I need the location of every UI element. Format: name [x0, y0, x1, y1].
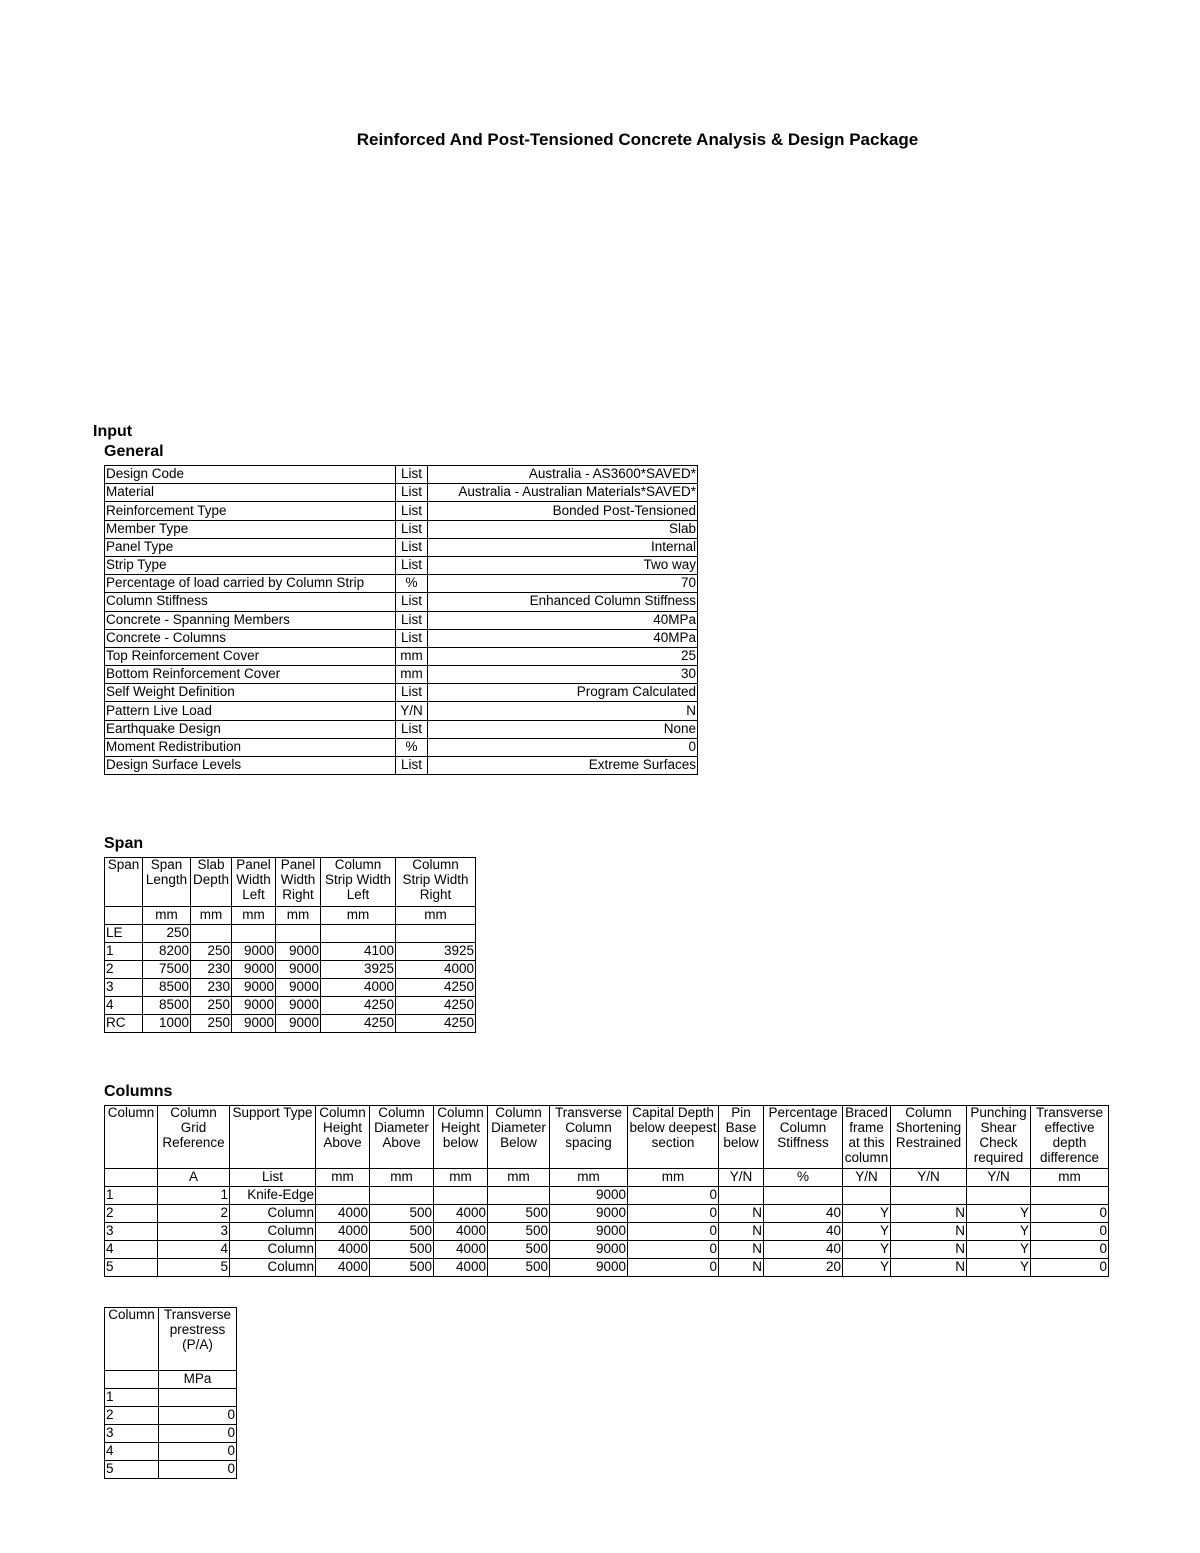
table-cell: 4000: [396, 961, 476, 979]
table-row: [105, 1205, 1109, 1223]
units-row: [105, 1169, 1109, 1187]
table-cell: [276, 925, 321, 943]
column-header: Column Strip Width Left: [321, 858, 396, 907]
unit-cell: mm: [143, 907, 191, 925]
table-cell: 2: [105, 1407, 159, 1425]
table-row: [105, 575, 698, 593]
table-cell: 0: [628, 1259, 719, 1277]
general-value: 40MPa: [428, 611, 698, 629]
column-header: Support Type: [230, 1106, 316, 1169]
general-value: Internal: [428, 538, 698, 556]
table-cell: 1: [158, 1187, 230, 1205]
general-label: Design Code: [105, 466, 396, 484]
unit-cell: mm: [1031, 1169, 1109, 1187]
column-header: Column Height below: [434, 1106, 488, 1169]
table-cell: 9000: [276, 1015, 321, 1033]
unit-cell: A: [158, 1169, 230, 1187]
table-cell: 500: [488, 1241, 550, 1259]
unit-cell: mm: [488, 1169, 550, 1187]
table-cell: 3: [105, 1223, 158, 1241]
column-header: Column Height Above: [316, 1106, 370, 1169]
table-cell: [370, 1187, 434, 1205]
table-row: [105, 538, 698, 556]
general-unit: List: [396, 593, 428, 611]
general-table: [104, 465, 698, 775]
table-cell: 3925: [321, 961, 396, 979]
table-cell: 5: [105, 1259, 158, 1277]
table-row: [105, 629, 698, 647]
general-label: Material: [105, 484, 396, 502]
general-label: Moment Redistribution: [105, 738, 396, 756]
table-cell: 0: [159, 1425, 237, 1443]
general-unit: List: [396, 611, 428, 629]
table-cell: [967, 1187, 1031, 1205]
table-cell: 3: [105, 1425, 159, 1443]
table-cell: LE: [105, 925, 143, 943]
general-value: 30: [428, 666, 698, 684]
table-cell: 4250: [396, 979, 476, 997]
table-cell: 7500: [143, 961, 191, 979]
page-title: Reinforced And Post-Tensioned Concrete Analysis & Design Package: [356, 130, 919, 149]
general-value: 40MPa: [428, 629, 698, 647]
general-value: Two way: [428, 556, 698, 574]
general-value: Bonded Post-Tensioned: [428, 502, 698, 520]
column-header: Capital Depth below deepest section: [628, 1106, 719, 1169]
column-header: Slab Depth: [191, 858, 232, 907]
table-row: [105, 1461, 237, 1479]
general-unit: List: [396, 556, 428, 574]
table-cell: N: [891, 1259, 967, 1277]
column-header: Column: [105, 1106, 158, 1169]
table-cell: Column: [230, 1223, 316, 1241]
unit-cell: mm: [396, 907, 476, 925]
table-cell: [719, 1187, 764, 1205]
span-heading: Span: [104, 835, 144, 852]
column-header: Column: [105, 1308, 159, 1371]
table-cell: [316, 1187, 370, 1205]
column-header: Column Grid Reference: [158, 1106, 230, 1169]
span-table-body: [105, 858, 476, 1033]
general-label: Design Surface Levels: [105, 757, 396, 775]
table-cell: 8500: [143, 979, 191, 997]
general-label: Self Weight Definition: [105, 684, 396, 702]
table-row: [105, 1259, 1109, 1277]
table-cell: [764, 1187, 843, 1205]
column-header: Transverse effective depth difference: [1031, 1106, 1109, 1169]
table-cell: 4000: [316, 1241, 370, 1259]
unit-cell: mm: [316, 1169, 370, 1187]
table-cell: 4000: [434, 1241, 488, 1259]
unit-cell: [105, 1371, 159, 1389]
general-label: Panel Type: [105, 538, 396, 556]
general-label: Reinforcement Type: [105, 502, 396, 520]
table-row: [105, 757, 698, 775]
table-cell: 9000: [550, 1205, 628, 1223]
general-unit: List: [396, 466, 428, 484]
table-cell: 500: [488, 1259, 550, 1277]
table-row: [105, 702, 698, 720]
general-heading: General: [104, 443, 164, 460]
table-cell: 230: [191, 961, 232, 979]
column-header: Column Shortening Restrained: [891, 1106, 967, 1169]
table-cell: 9000: [232, 979, 276, 997]
table-cell: 230: [191, 979, 232, 997]
table-cell: 9000: [276, 979, 321, 997]
table-row: [105, 979, 476, 997]
table-cell: 9000: [550, 1259, 628, 1277]
table-cell: 0: [1031, 1205, 1109, 1223]
table-cell: Y: [967, 1259, 1031, 1277]
column-header: Span: [105, 858, 143, 907]
table-cell: 0: [1031, 1259, 1109, 1277]
table-cell: 4250: [321, 1015, 396, 1033]
unit-cell: %: [764, 1169, 843, 1187]
unit-cell: Y/N: [891, 1169, 967, 1187]
table-cell: 2: [158, 1205, 230, 1223]
unit-cell: mm: [321, 907, 396, 925]
table-cell: 9000: [550, 1187, 628, 1205]
table-row: [105, 484, 698, 502]
table-cell: 0: [1031, 1241, 1109, 1259]
table-cell: 2: [105, 961, 143, 979]
general-value: None: [428, 720, 698, 738]
table-cell: 0: [159, 1407, 237, 1425]
column-header: Braced frame at this column: [843, 1106, 891, 1169]
table-cell: Y: [843, 1241, 891, 1259]
general-unit: %: [396, 738, 428, 756]
table-cell: 4: [105, 1241, 158, 1259]
unit-cell: [105, 907, 143, 925]
general-label: Bottom Reinforcement Cover: [105, 666, 396, 684]
general-label: Concrete - Spanning Members: [105, 611, 396, 629]
column-header: Punching Shear Check required: [967, 1106, 1031, 1169]
table-cell: 4000: [316, 1205, 370, 1223]
table-cell: 8200: [143, 943, 191, 961]
table-cell: 40: [764, 1223, 843, 1241]
general-unit: Y/N: [396, 702, 428, 720]
table-row: [105, 925, 476, 943]
table-cell: 0: [628, 1223, 719, 1241]
table-cell: Column: [230, 1241, 316, 1259]
prestress-table: [104, 1307, 237, 1479]
column-header: Panel Width Left: [232, 858, 276, 907]
table-row: [105, 1443, 237, 1461]
table-cell: Y: [843, 1259, 891, 1277]
table-cell: 4000: [434, 1223, 488, 1241]
table-cell: 0: [1031, 1223, 1109, 1241]
unit-cell: mm: [550, 1169, 628, 1187]
columns-table: [104, 1105, 1109, 1277]
table-cell: 4250: [321, 997, 396, 1015]
table-cell: Knife-Edge: [230, 1187, 316, 1205]
column-header: Transverse Column spacing: [550, 1106, 628, 1169]
column-header: Panel Width Right: [276, 858, 321, 907]
units-row: [105, 907, 476, 925]
table-cell: N: [891, 1241, 967, 1259]
table-cell: RC: [105, 1015, 143, 1033]
unit-cell: [105, 1169, 158, 1187]
table-cell: 250: [191, 943, 232, 961]
table-row: [105, 1015, 476, 1033]
table-cell: 9000: [550, 1223, 628, 1241]
table-cell: 3: [105, 979, 143, 997]
columns-heading: Columns: [104, 1083, 173, 1100]
table-cell: Column: [230, 1205, 316, 1223]
general-unit: List: [396, 538, 428, 556]
general-unit: List: [396, 757, 428, 775]
table-cell: 1: [105, 1187, 158, 1205]
general-unit: List: [396, 484, 428, 502]
table-cell: Y: [967, 1223, 1031, 1241]
unit-cell: mm: [370, 1169, 434, 1187]
unit-cell: mm: [434, 1169, 488, 1187]
columns-table-body: [105, 1106, 1109, 1277]
general-unit: mm: [396, 666, 428, 684]
table-cell: 40: [764, 1205, 843, 1223]
units-row: [105, 1371, 237, 1389]
general-unit: mm: [396, 647, 428, 665]
table-cell: 9000: [232, 961, 276, 979]
table-row: [105, 1407, 237, 1425]
table-cell: 9000: [232, 943, 276, 961]
span-table: [104, 857, 476, 1033]
column-header: Percentage Column Stiffness: [764, 1106, 843, 1169]
table-cell: 9000: [276, 997, 321, 1015]
table-cell: N: [719, 1241, 764, 1259]
table-row: [105, 997, 476, 1015]
table-cell: 0: [628, 1241, 719, 1259]
table-cell: 2: [105, 1205, 158, 1223]
table-cell: 4250: [396, 1015, 476, 1033]
table-row: [105, 1425, 237, 1443]
table-cell: 500: [488, 1223, 550, 1241]
table-cell: [321, 925, 396, 943]
table-row: [105, 961, 476, 979]
table-cell: [396, 925, 476, 943]
column-header: Column Diameter Below: [488, 1106, 550, 1169]
general-label: Top Reinforcement Cover: [105, 647, 396, 665]
table-cell: 9000: [276, 961, 321, 979]
prestress-table-body: [105, 1308, 237, 1479]
general-value: Enhanced Column Stiffness: [428, 593, 698, 611]
table-row: [105, 502, 698, 520]
table-cell: 4100: [321, 943, 396, 961]
general-value: 0: [428, 738, 698, 756]
unit-cell: MPa: [159, 1371, 237, 1389]
table-cell: 4000: [316, 1223, 370, 1241]
general-unit: List: [396, 502, 428, 520]
header-row: [105, 858, 476, 907]
unit-cell: mm: [232, 907, 276, 925]
table-cell: [159, 1389, 237, 1407]
header-row: [105, 1106, 1109, 1169]
general-value: Extreme Surfaces: [428, 757, 698, 775]
column-header: Transverse prestress (P/A): [159, 1308, 237, 1371]
table-cell: 250: [143, 925, 191, 943]
general-unit: List: [396, 520, 428, 538]
table-cell: 4250: [396, 997, 476, 1015]
table-row: [105, 738, 698, 756]
table-cell: 0: [159, 1443, 237, 1461]
table-cell: 1: [105, 943, 143, 961]
table-cell: 4000: [434, 1259, 488, 1277]
table-cell: [232, 925, 276, 943]
unit-cell: Y/N: [843, 1169, 891, 1187]
table-cell: 40: [764, 1241, 843, 1259]
general-label: Concrete - Columns: [105, 629, 396, 647]
table-cell: Column: [230, 1259, 316, 1277]
table-row: [105, 1187, 1109, 1205]
table-row: [105, 611, 698, 629]
table-cell: 0: [628, 1187, 719, 1205]
table-cell: 3925: [396, 943, 476, 961]
input-heading: Input: [93, 423, 133, 440]
table-cell: [1031, 1187, 1109, 1205]
general-label: Member Type: [105, 520, 396, 538]
table-cell: 500: [370, 1223, 434, 1241]
column-header: Column Diameter Above: [370, 1106, 434, 1169]
general-unit: List: [396, 684, 428, 702]
unit-cell: List: [230, 1169, 316, 1187]
general-table-body: [105, 466, 698, 775]
header-row: [105, 1308, 237, 1371]
table-cell: 500: [370, 1259, 434, 1277]
table-cell: [843, 1187, 891, 1205]
column-header: Column Strip Width Right: [396, 858, 476, 907]
table-row: [105, 684, 698, 702]
table-cell: 4: [105, 997, 143, 1015]
table-cell: 9000: [232, 997, 276, 1015]
table-cell: 500: [370, 1205, 434, 1223]
unit-cell: mm: [191, 907, 232, 925]
table-cell: 250: [191, 1015, 232, 1033]
table-row: [105, 593, 698, 611]
table-cell: [891, 1187, 967, 1205]
table-row: [105, 1241, 1109, 1259]
table-row: [105, 720, 698, 738]
table-cell: Y: [967, 1205, 1031, 1223]
general-value: 25: [428, 647, 698, 665]
table-cell: N: [719, 1223, 764, 1241]
table-row: [105, 943, 476, 961]
table-cell: [434, 1187, 488, 1205]
general-unit: %: [396, 575, 428, 593]
table-cell: 500: [370, 1241, 434, 1259]
table-cell: 0: [159, 1461, 237, 1479]
general-unit: List: [396, 629, 428, 647]
table-cell: [488, 1187, 550, 1205]
table-cell: 5: [105, 1461, 159, 1479]
table-cell: 4: [105, 1443, 159, 1461]
unit-cell: Y/N: [719, 1169, 764, 1187]
table-cell: 1000: [143, 1015, 191, 1033]
general-label: Percentage of load carried by Column Strip: [105, 575, 396, 593]
table-cell: 9000: [550, 1241, 628, 1259]
column-header: Span Length: [143, 858, 191, 907]
table-row: [105, 1223, 1109, 1241]
general-value: 70: [428, 575, 698, 593]
table-row: [105, 466, 698, 484]
table-cell: 5: [158, 1259, 230, 1277]
general-value: Program Calculated: [428, 684, 698, 702]
table-cell: Y: [967, 1241, 1031, 1259]
table-cell: N: [719, 1259, 764, 1277]
unit-cell: mm: [628, 1169, 719, 1187]
general-label: Column Stiffness: [105, 593, 396, 611]
table-row: [105, 556, 698, 574]
general-unit: List: [396, 720, 428, 738]
table-row: [105, 666, 698, 684]
table-cell: 0: [628, 1205, 719, 1223]
general-value: N: [428, 702, 698, 720]
table-cell: 20: [764, 1259, 843, 1277]
column-header: Pin Base below: [719, 1106, 764, 1169]
table-cell: 8500: [143, 997, 191, 1015]
table-cell: 1: [105, 1389, 159, 1407]
unit-cell: mm: [276, 907, 321, 925]
table-cell: N: [891, 1223, 967, 1241]
general-value: Australia - Australian Materials*SAVED*: [428, 484, 698, 502]
table-cell: 9000: [232, 1015, 276, 1033]
table-cell: [191, 925, 232, 943]
table-cell: 4000: [321, 979, 396, 997]
general-label: Strip Type: [105, 556, 396, 574]
general-value: Australia - AS3600*SAVED*: [428, 466, 698, 484]
table-cell: N: [891, 1205, 967, 1223]
table-cell: 9000: [276, 943, 321, 961]
table-cell: Y: [843, 1205, 891, 1223]
general-value: Slab: [428, 520, 698, 538]
table-row: [105, 1389, 237, 1407]
general-label: Earthquake Design: [105, 720, 396, 738]
general-label: Pattern Live Load: [105, 702, 396, 720]
table-cell: N: [719, 1205, 764, 1223]
table-row: [105, 647, 698, 665]
table-cell: 500: [488, 1205, 550, 1223]
table-cell: 3: [158, 1223, 230, 1241]
table-cell: 4000: [316, 1259, 370, 1277]
unit-cell: Y/N: [967, 1169, 1031, 1187]
table-cell: 4: [158, 1241, 230, 1259]
table-cell: Y: [843, 1223, 891, 1241]
table-cell: 4000: [434, 1205, 488, 1223]
table-cell: 250: [191, 997, 232, 1015]
table-row: [105, 520, 698, 538]
